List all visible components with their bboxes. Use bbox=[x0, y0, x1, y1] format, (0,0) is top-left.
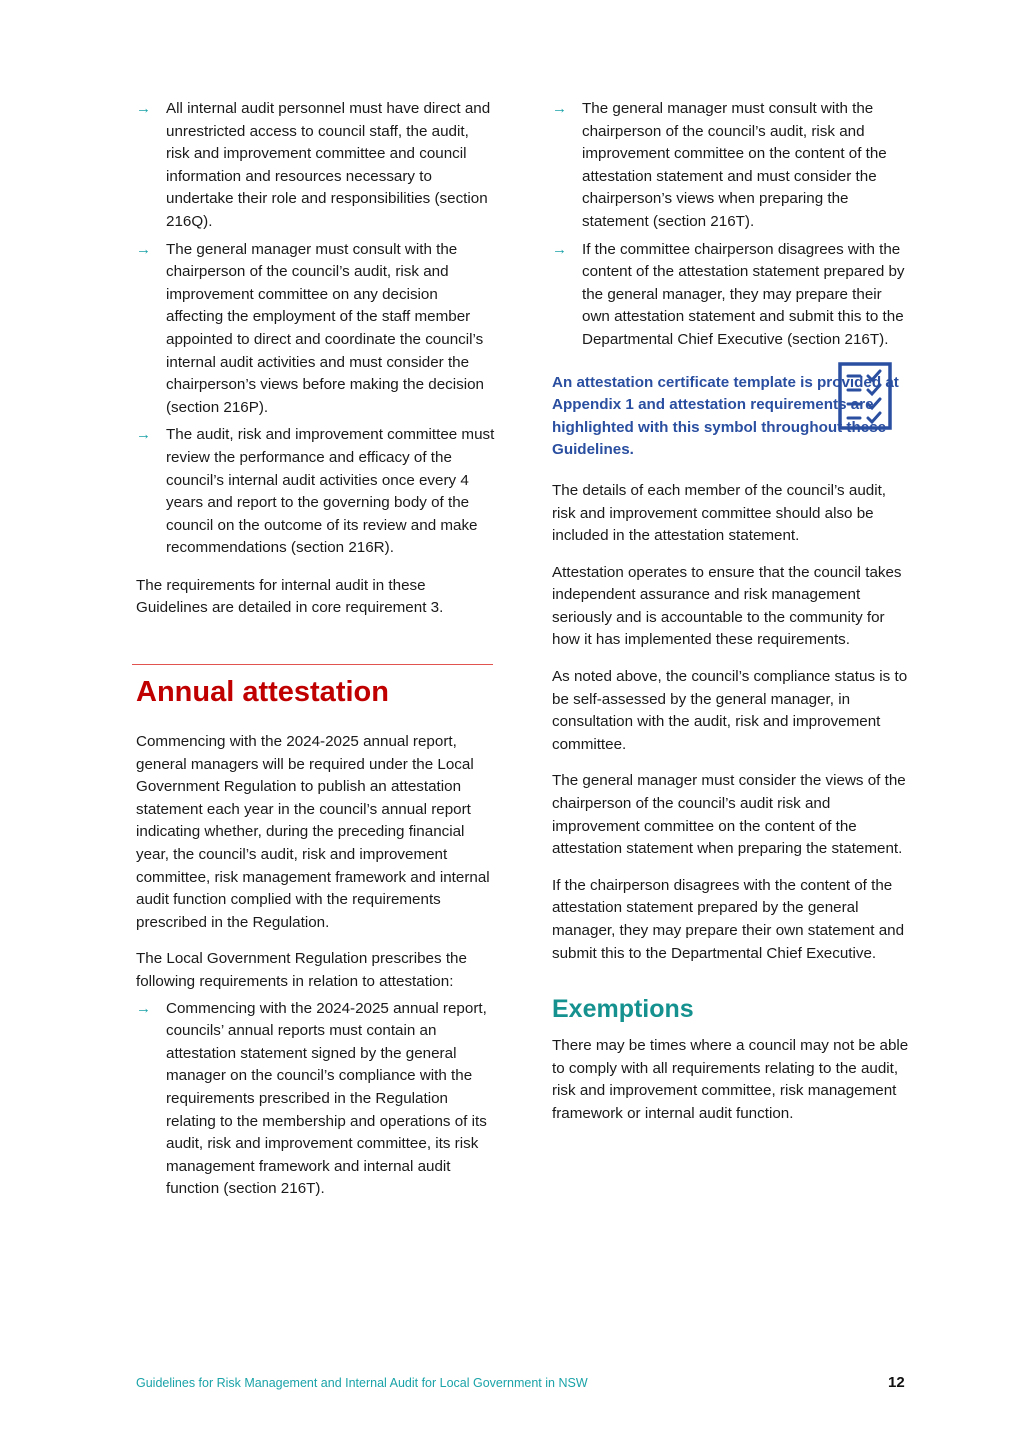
arrow-right-icon: → bbox=[136, 240, 151, 258]
paragraph-exemptions: There may be times where a council may not be able to comply with all requirements relating to the audit, risk and improvement committee, risk management framework or internal audit function. bbox=[552, 1037, 909, 1122]
arrow-right-icon: → bbox=[136, 426, 151, 444]
list-item: → The audit, risk and improvement committee must review the performance and efficacy of the council’s internal audit activities once every 4 years and report to the governing body of the council on the outcome of its review and make recommendations (section 216R). bbox=[136, 426, 495, 557]
arrow-right-icon: → bbox=[552, 100, 567, 117]
callout-text: An attestation certificate template is provided at Appendix 1 and attestation requirements are highlighted with this symbol throughout these Guidelines. bbox=[552, 373, 899, 459]
heading-annual-attestation: Annual attestation bbox=[136, 676, 389, 709]
right-column bbox=[552, 98, 912, 1126]
paragraph-compliance-status: As noted above, the council’s compliance status is to be self-assessed by the general manager, in consultation with the audit, risk and improvement committee. bbox=[552, 668, 908, 753]
arrow-right-icon: → bbox=[136, 100, 151, 117]
paragraph-requirements: The requirements for internal audit in these Guidelines are detailed in core requirement 3. bbox=[136, 576, 444, 617]
bullet-list-general-manager bbox=[552, 98, 912, 352]
paragraph-chairperson-disagrees: If the chairperson disagrees with the content of the attestation statement prepared by the general manager, they may prepare their own statement and submit this to the Departmental Chief Executive. bbox=[552, 876, 905, 962]
checklist-icon bbox=[838, 362, 892, 430]
footer-document-title: Guidelines for Risk Management and Internal Audit for Local Government in NSW bbox=[136, 1376, 588, 1390]
paragraph-commencing: Commencing with the 2024-2025 annual report, general managers will be required under the Local Government Regulation to publish an attestation statement each year in the council’s annual report indicating whether, during the preceding financial year, the council’s audit, risk and improvement committee, risk management framework and internal audit function complied with the requirements prescribed in the Regulation. bbox=[136, 733, 490, 931]
paragraph-attestation-operates: Attestation operates to ensure that the council takes independent assurance and risk management seriously and is accountable to the community for how it has implemented these requirements. bbox=[552, 563, 902, 649]
list-item: → If the committee chairperson disagrees with the content of the attestation statement prepared by the general manager, they may prepare their own attestation statement and submit this to the Departmental Chief Executive (section 216T). bbox=[552, 240, 905, 348]
attestation-callout bbox=[552, 372, 912, 462]
paragraph-member-details: The details of each member of the council’s audit, risk and improvement committee should also be included in the attestation statement. bbox=[552, 481, 887, 545]
arrow-right-icon: → bbox=[136, 999, 151, 1017]
paragraph-consider-views: The general manager must consider the views of the chairperson of the council’s audit risk and improvement committee on the content of the attestation statement when preparing the statement. bbox=[552, 772, 906, 858]
bullet-list-internal-audit bbox=[136, 98, 496, 560]
left-column bbox=[136, 98, 496, 1206]
list-item: → All internal audit personnel must have direct and unrestricted access to council staff, the audit, risk and improvement committee and council information and resources necessary to undertake their role and responsibilities (section 216Q). bbox=[136, 100, 491, 230]
list-item: → Commencing with the 2024-2025 annual report, councils’ annual reports must contain an attestation statement signed by the general manager on the council’s compliance with the requirements prescribed in the Regulation relating to the membership and operations of its audit, risk and improvement committee, its risk management framework and internal audit function (section 216T). bbox=[136, 999, 487, 1198]
list-item: → The general manager must consult with the chairperson of the council’s audit, risk and improvement committee on the content of the attestation statement and must consider the chairperson’s views when preparing the statement (section 216T). bbox=[552, 100, 887, 230]
list-item: → The general manager must consult with the chairperson of the council’s audit, risk and improvement committee on any decision affecting the employment of the staff member appointed to direct and coordinate the council’s internal audit activities and must consider the chairperson’s views before making the decision (section 216P). bbox=[136, 240, 484, 416]
bullet-list-attestation bbox=[136, 998, 496, 1201]
heading-exemptions: Exemptions bbox=[552, 995, 694, 1024]
arrow-right-icon: → bbox=[552, 240, 567, 258]
paragraph-regulation: The Local Government Regulation prescribes the following requirements in relation to attestation: bbox=[136, 950, 467, 990]
section-divider bbox=[132, 664, 493, 665]
page-number: 12 bbox=[888, 1374, 905, 1391]
